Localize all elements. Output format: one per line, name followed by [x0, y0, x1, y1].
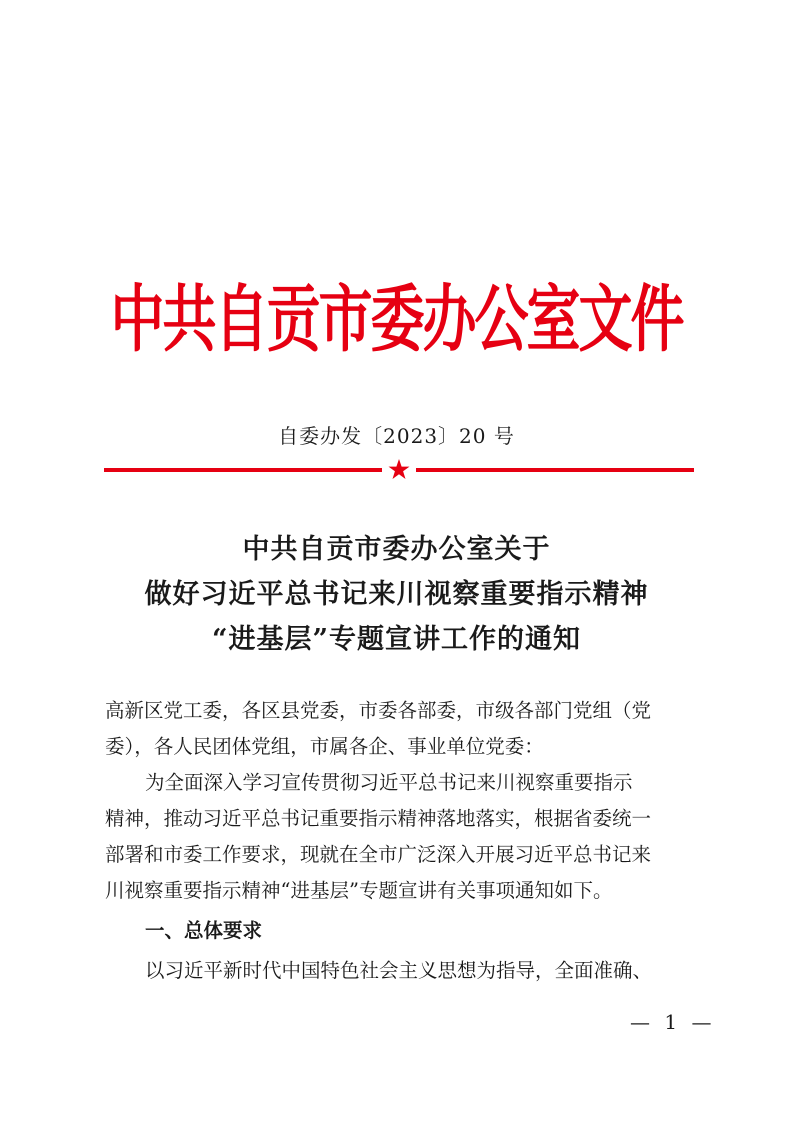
red-divider — [104, 458, 694, 482]
document-number: 自委办发〔2023〕20 号 — [278, 424, 515, 448]
section-1-heading: 一、总体要求 — [145, 919, 263, 942]
paragraph-1-line-4: 川视察重要指示精神“进基层”专题宣讲有关事项通知如下。 — [105, 879, 613, 902]
red-star-icon — [387, 458, 411, 482]
paragraph-1-line-3: 部署和市委工作要求，现就在全市广泛深入开展习近平总书记来 — [105, 843, 652, 866]
notice-title-line-3: “进基层”专题宣讲工作的通知 — [211, 624, 582, 655]
section-1-line-1: 以习近平新时代中国特色社会主义思想为指导，全面准确、 — [145, 959, 653, 982]
paragraph-1-line-2: 精神，推动习近平总书记重要指示精神落地落实，根据省委统一 — [105, 807, 652, 830]
document-header-title: 中共自贡市委办公室文件 — [110, 276, 683, 362]
paragraph-1-line-1: 为全面深入学习宣传贯彻习近平总书记来川视察重要指示 — [145, 771, 633, 794]
addressee-line-1: 高新区党工委，各区县党委，市委各部委，市级各部门党组（党 — [105, 699, 652, 722]
page-number: — 1 — — [630, 1010, 716, 1034]
notice-title-line-1: 中共自贡市委办公室关于 — [242, 534, 551, 565]
addressee-line-2: 委），各人民团体党组，市属各企、事业单位党委： — [105, 735, 544, 758]
notice-title-line-2: 做好习近平总书记来川视察重要指示精神 — [144, 579, 649, 610]
red-divider-right-line — [416, 468, 694, 472]
red-divider-left-line — [104, 468, 382, 472]
